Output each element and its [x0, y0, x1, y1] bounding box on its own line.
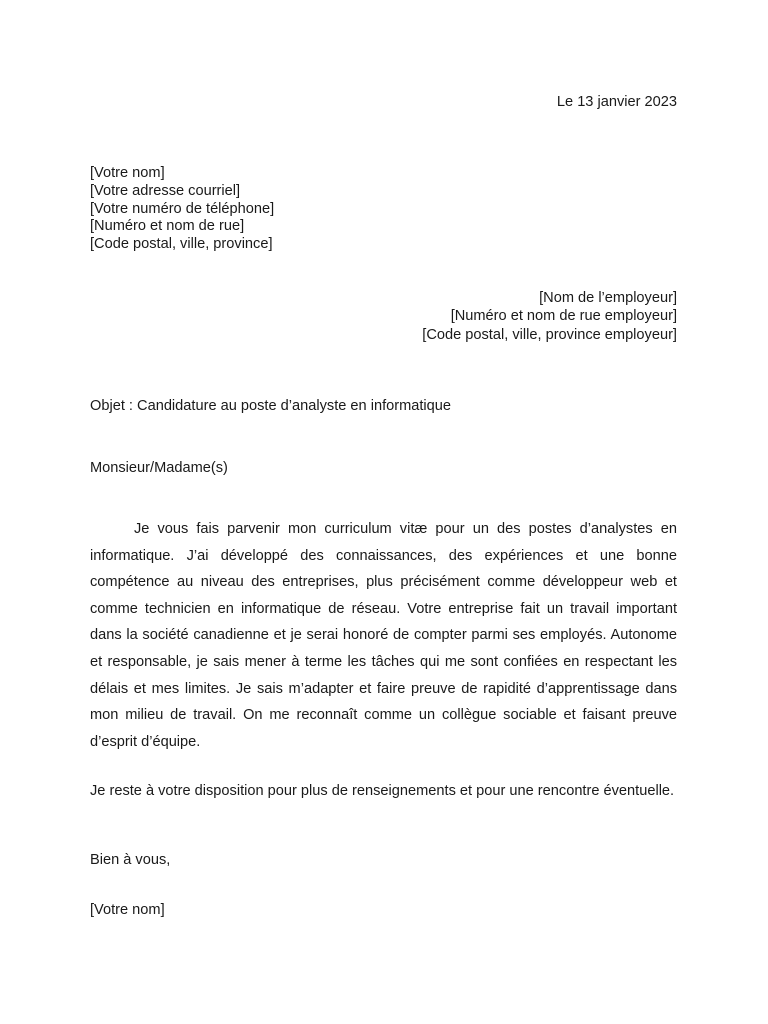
letter-salutation: Monsieur/Madame(s): [90, 460, 228, 476]
sender-phone: [Votre numéro de téléphone]: [90, 200, 275, 217]
sender-city: [Code postal, ville, province]: [90, 236, 273, 253]
body-paragraph-main: Je vous fais parvenir mon curriculum vitæ pour un des postes d’analystes en informatique. J’ai développé des connaissances, des expériences et une bonne compétence au niveau des entreprises, plus précisément comme développeur web et comme technicien en informatique de réseau. Votre entreprise fait un travail important dans la société canadienne et je serai honoré de compter parmi ses employés. Autonome et responsable, je sais mener à terme les tâches qui me sont confiées en respectant les délais et mes limites. Je sais m’adapter et faire preuve de rapidité d’apprentissage dans mon milieu de travail. On me reconnaît comme un collègue sociable et faisant preuve d’esprit d’équipe.: [90, 521, 677, 750]
employer-city: [Code postal, ville, province employeur]: [422, 326, 677, 343]
sender-address-block: [90, 165, 274, 254]
letter-subject: Objet : Candidature au poste d’analyste en informatique: [90, 398, 452, 414]
sender-street: [Numéro et nom de rue]: [90, 218, 245, 235]
employer-address-block: [422, 289, 677, 344]
letter-signature: [Votre nom]: [90, 902, 165, 918]
sender-email: [Votre adresse courriel]: [90, 182, 241, 199]
sender-name: [Votre nom]: [90, 165, 165, 181]
employer-name: [Nom de l’employeur]: [539, 290, 677, 306]
letter-closing: Bien à vous,: [90, 852, 171, 868]
body-paragraph-availability: Je reste à votre disposition pour plus de renseignements et pour une rencontre éventuelle.: [90, 783, 675, 799]
employer-street: [Numéro et nom de rue employeur]: [450, 308, 677, 325]
letter-date: Le 13 janvier 2023: [556, 94, 677, 110]
